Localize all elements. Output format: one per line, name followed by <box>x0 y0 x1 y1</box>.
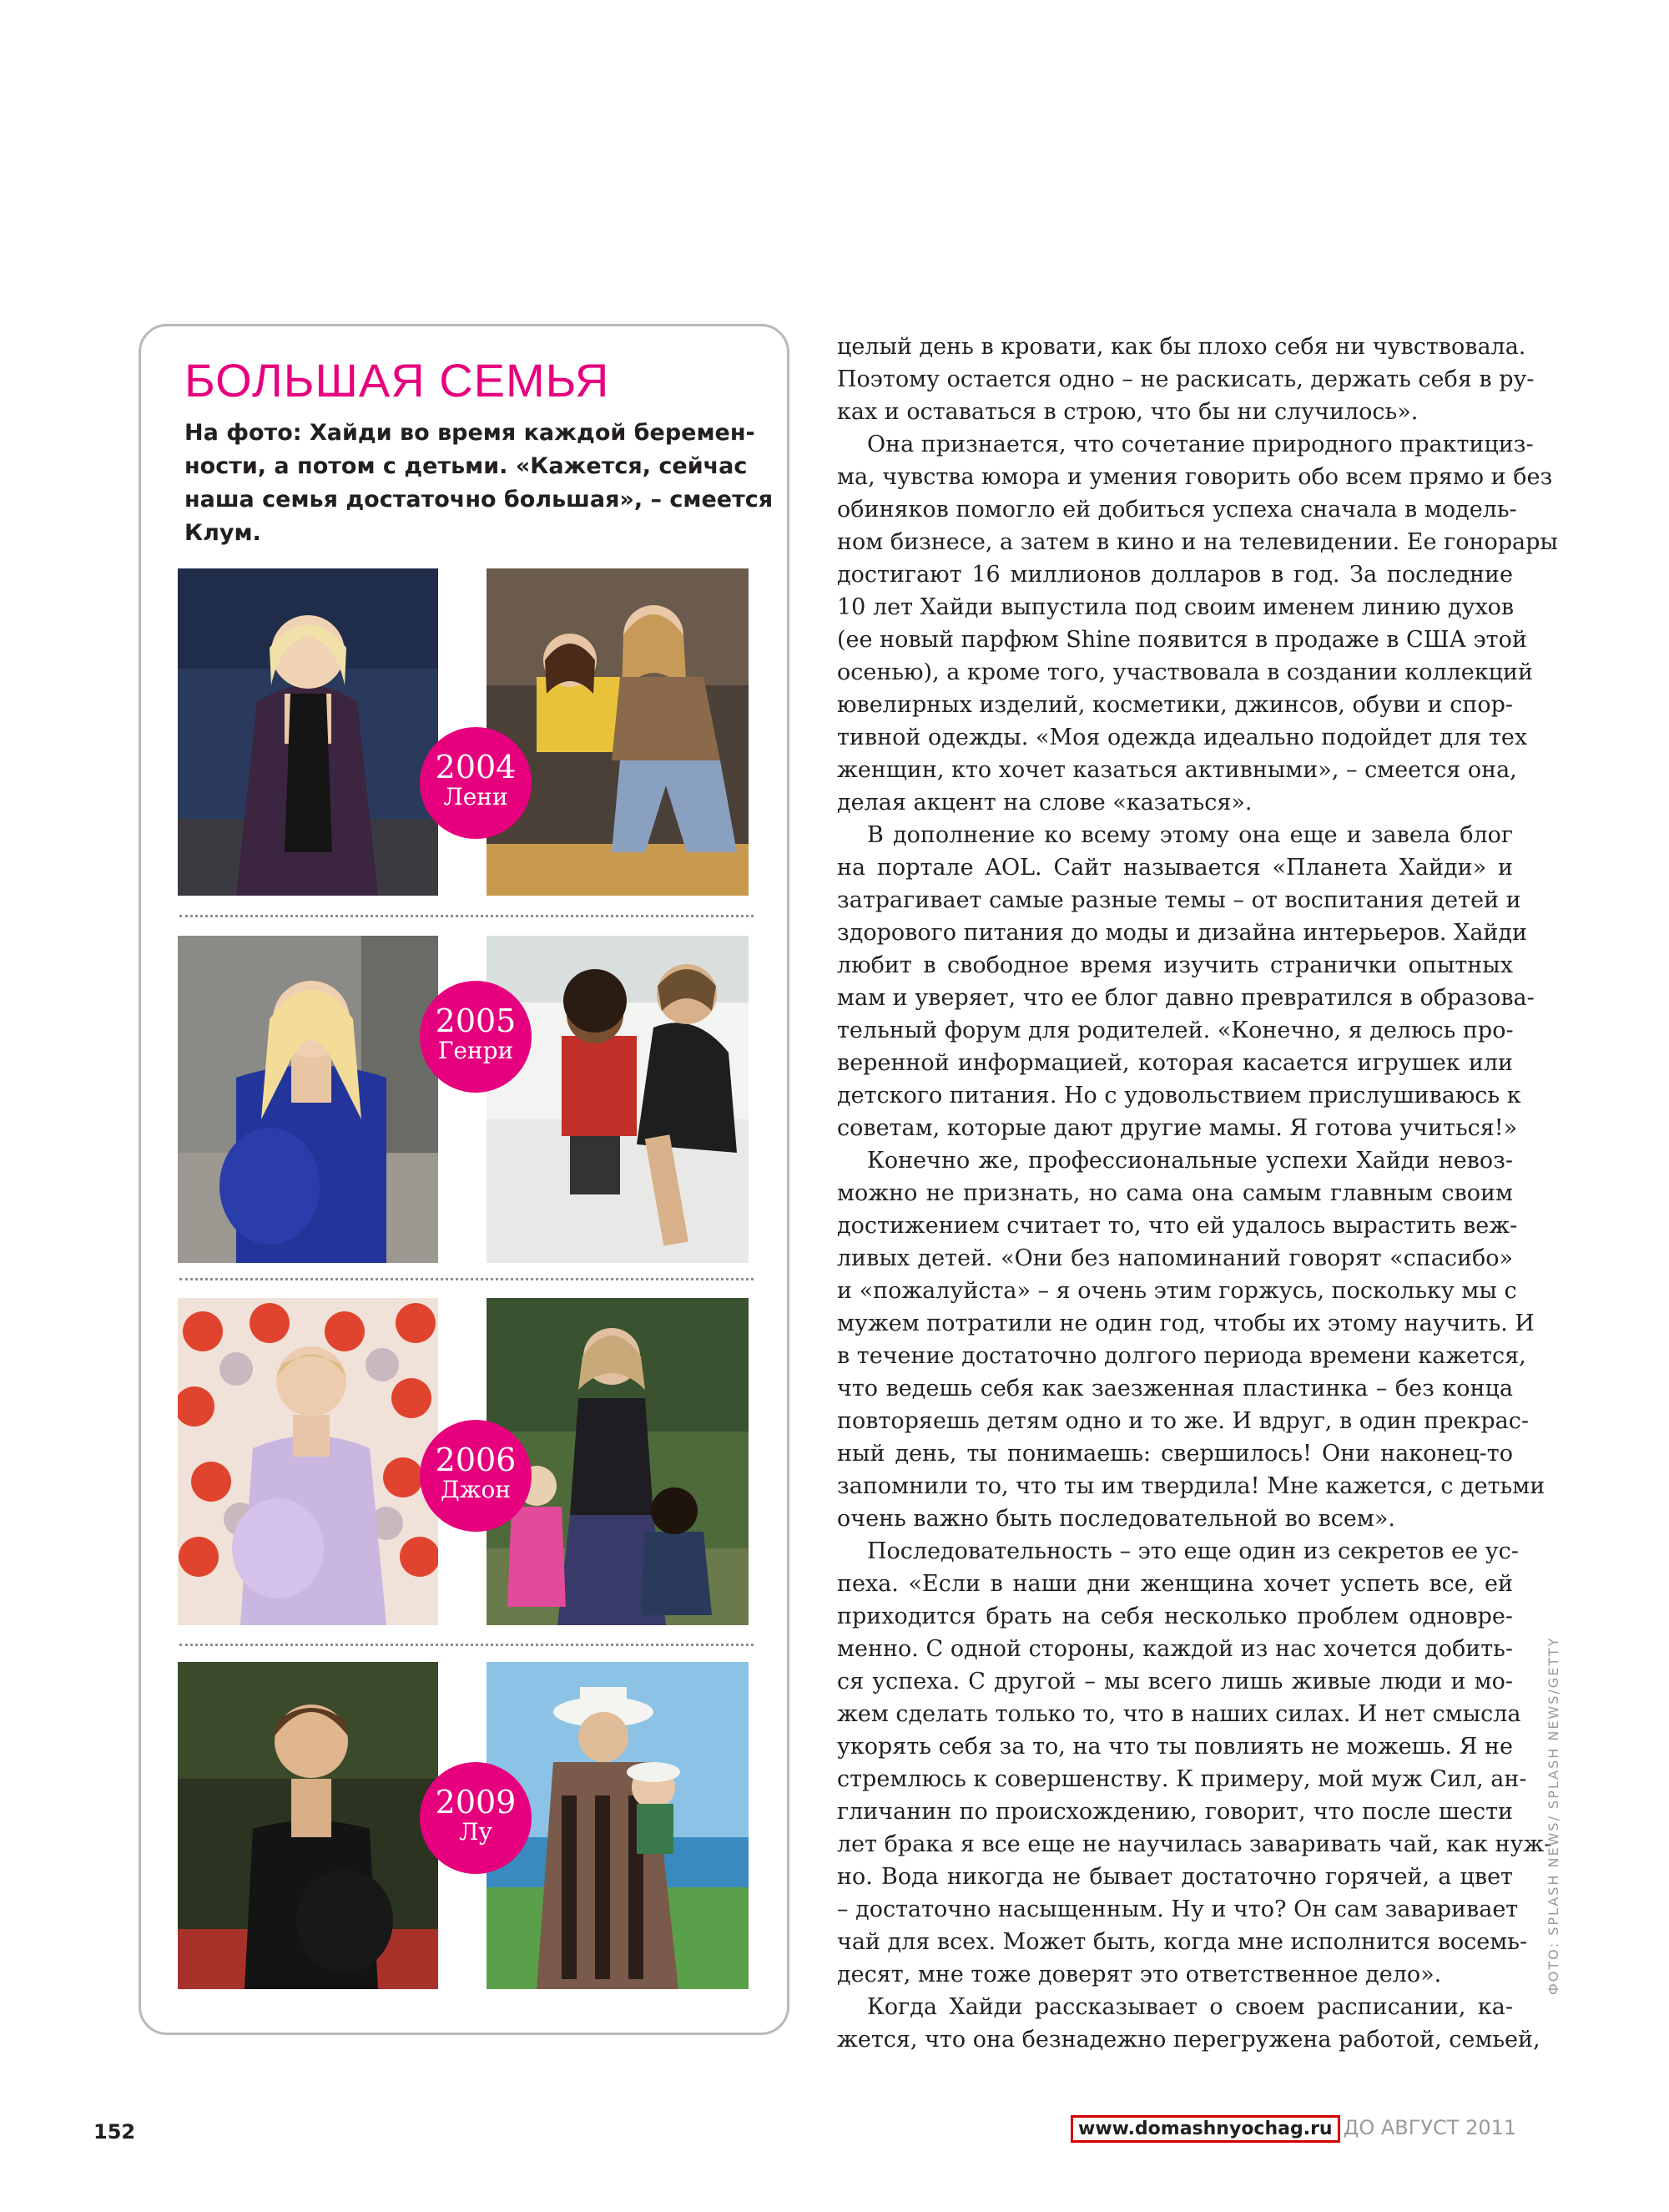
body-line: очень важно быть последовательной во всем». <box>837 1506 1396 1532</box>
body-line: запомнили то, что ты им твердила! Мне кажется, с детьми <box>837 1473 1545 1499</box>
body-line: Конечно же, профессиональные успехи Хайди невоз- <box>867 1148 1513 1174</box>
body-line: на портале AOL. Сайт называется «Планета Хайди» и <box>837 855 1513 881</box>
body-line: ном бизнесе, а затем в кино и на телевидении. Ее гонорары <box>837 529 1558 555</box>
magazine-issue: ДО АВГУСТ 2011 <box>1343 2116 1517 2139</box>
body-line: (ее новый парфюм Shine появится в продаже в США этой <box>837 627 1527 653</box>
body-line: веренной информацией, которая касается игрушек или <box>837 1050 1513 1076</box>
photo-with-child-2005 <box>487 936 749 1263</box>
body-line: ный день, ты понимаешь: свершилось! Они наконец-то <box>837 1441 1513 1467</box>
caption-line: На фото: Хайди во время каждой беремен- <box>184 420 755 446</box>
body-line: затрагивает самые разные темы – от воспитания детей и <box>837 887 1521 913</box>
body-line: менно. С одной стороны, каждой из нас хочется добить- <box>837 1636 1513 1662</box>
body-line: осенью), а кроме того, участвовала в создании коллекций <box>837 659 1533 685</box>
footer-right <box>1071 2115 1516 2143</box>
year-badge <box>420 727 532 839</box>
body-line: Она признается, что сочетание природного практициз- <box>867 432 1534 457</box>
sidebar-title: БОЛЬШАЯ СЕМЬЯ <box>184 354 610 407</box>
body-line: что ведешь себя как заезженная пластинка – без конца <box>837 1376 1513 1401</box>
website-link[interactable]: www.domashnyochag.ru <box>1071 2115 1340 2143</box>
body-line: любит в свободное время изучить странички опытных <box>837 952 1513 978</box>
photo-credit: ФОТО: SPLASH NEWS/ SPLASH NEWS/GETTY <box>1545 1636 1561 1995</box>
body-line: лет брака я все еще не научилась заваривать чай, как нуж- <box>837 1831 1552 1857</box>
photo-pregnant-2005 <box>178 936 438 1263</box>
body-line: детского питания. Но с удовольствием прислушиваюсь к <box>837 1083 1521 1109</box>
badge-year: 2005 <box>435 1002 517 1039</box>
body-line: обиняков помогло ей добиться успеха сначала в модель- <box>837 497 1517 523</box>
body-line: гличанин по происхождению, говорит, что после шести <box>837 1799 1513 1825</box>
body-line: достижением считает то, что ей удалось вырастить веж- <box>837 1213 1518 1239</box>
row-divider <box>179 915 754 917</box>
body-line: достигают 16 миллионов долларов в год. За последние <box>837 562 1513 588</box>
body-line: чай для всех. Может быть, когда мне исполнится восемь- <box>837 1929 1528 1955</box>
body-line: пеха. «Если в наши дни женщина хочет успеть все, ей <box>837 1571 1513 1597</box>
body-line: В дополнение ко всему этому она еще и завела блог <box>867 822 1513 848</box>
photo-pregnant-2009 <box>178 1662 438 1989</box>
sidebar-box <box>139 324 789 2035</box>
body-line: 10 лет Хайди выпустила под своим именем линию духов <box>837 594 1515 620</box>
body-line: мам и уверяет, что ее блог давно превратился в образова- <box>837 985 1535 1011</box>
sidebar-caption <box>184 417 774 550</box>
year-badge <box>420 1762 532 1874</box>
body-line: тельный форум для родителей. «Конечно, я делюсь про- <box>837 1018 1514 1043</box>
body-line: десят, мне тоже доверят это ответственное дело». <box>837 1962 1442 1987</box>
body-line: Когда Хайди рассказывает о своем расписании, ка- <box>867 1994 1513 2020</box>
body-line: делая акцент на слове «казаться». <box>837 790 1253 816</box>
body-line: женщин, кто хочет казаться активными», – смеется она, <box>837 757 1517 783</box>
badge-child-name: Лени <box>443 783 508 811</box>
body-line: стремлюсь к совершенству. К примеру, мой муж Сил, ан- <box>837 1766 1527 1792</box>
row-divider <box>179 1278 754 1280</box>
photo-with-child-2004 <box>487 568 749 896</box>
body-line: можно не признать, но сама она самым главным своим <box>837 1180 1513 1206</box>
body-line: – достаточно насыщенным. Ну и что? Он сам заваривает <box>837 1896 1519 1922</box>
badge-year: 2006 <box>435 1442 517 1478</box>
caption-line: Клум. <box>184 520 261 546</box>
body-line: ках и оставаться в строю, что бы ни случилось». <box>837 399 1419 425</box>
body-line: ма, чувства юмора и умения говорить обо всем прямо и без <box>837 464 1553 490</box>
body-line: ювелирных изделий, косметики, джинсов, обуви и спор- <box>837 692 1513 718</box>
photo-pregnant-2006 <box>178 1298 438 1625</box>
badge-child-name: Джон <box>440 1476 512 1503</box>
body-line: здорового питания до моды и дизайна интерьеров. Хайди <box>837 920 1528 946</box>
body-line: Последовательность – это еще один из секретов ее ус- <box>867 1538 1519 1564</box>
body-line: приходится брать на себя несколько проблем одновре- <box>837 1603 1513 1629</box>
body-line: мужем потратили не один год, чтобы их этому научить. И <box>837 1311 1535 1336</box>
badge-child-name: Лу <box>459 1818 492 1846</box>
body-line: советам, которые дают другие мамы. Я готова учиться!» <box>837 1115 1518 1141</box>
year-badge <box>420 1420 532 1532</box>
body-line: но. Вода никогда не бывает достаточно горячей, а цвет <box>837 1864 1513 1890</box>
body-line: целый день в кровати, как бы плохо себя ни чувствовала. <box>837 334 1526 360</box>
body-line: ся успеха. С другой – мы всего лишь живые люди и мо- <box>837 1669 1513 1694</box>
body-line: укорять себя за то, на что ты повлиять не можешь. Я не <box>837 1734 1513 1760</box>
badge-child-name: Генри <box>437 1037 514 1064</box>
photo-pregnant-2004 <box>178 568 438 896</box>
row-divider <box>179 1644 754 1646</box>
body-line: тивной одежды. «Моя одежда идеально подойдет для тех <box>837 725 1528 750</box>
body-line: жем сделать только то, что в наших силах. И нет смысла <box>837 1701 1521 1727</box>
year-badge <box>420 981 532 1093</box>
body-line: повторяешь детям одно и то же. И вдруг, в один прекрас- <box>837 1408 1529 1434</box>
body-line: ливых детей. «Они без напоминаний говорят «спасибо» <box>837 1245 1513 1271</box>
body-line: Поэтому остается одно – не раскисать, держать себя в ру- <box>837 366 1535 392</box>
body-line: жется, что она безнадежно перегружена работой, семьей, <box>837 2027 1540 2053</box>
body-line: в течение достаточно долгого периода времени кажется, <box>837 1343 1526 1369</box>
caption-line: наша семья достаточно большая», – смеется <box>184 487 774 513</box>
caption-line: ности, а потом с детьми. «Кажется, сейчас <box>184 453 748 479</box>
body-line: и «пожалуйста» – я очень этим горжусь, поскольку мы с <box>837 1278 1517 1304</box>
badge-year: 2009 <box>435 1784 517 1821</box>
badge-year: 2004 <box>435 749 517 785</box>
page-number: 152 <box>93 2120 136 2144</box>
